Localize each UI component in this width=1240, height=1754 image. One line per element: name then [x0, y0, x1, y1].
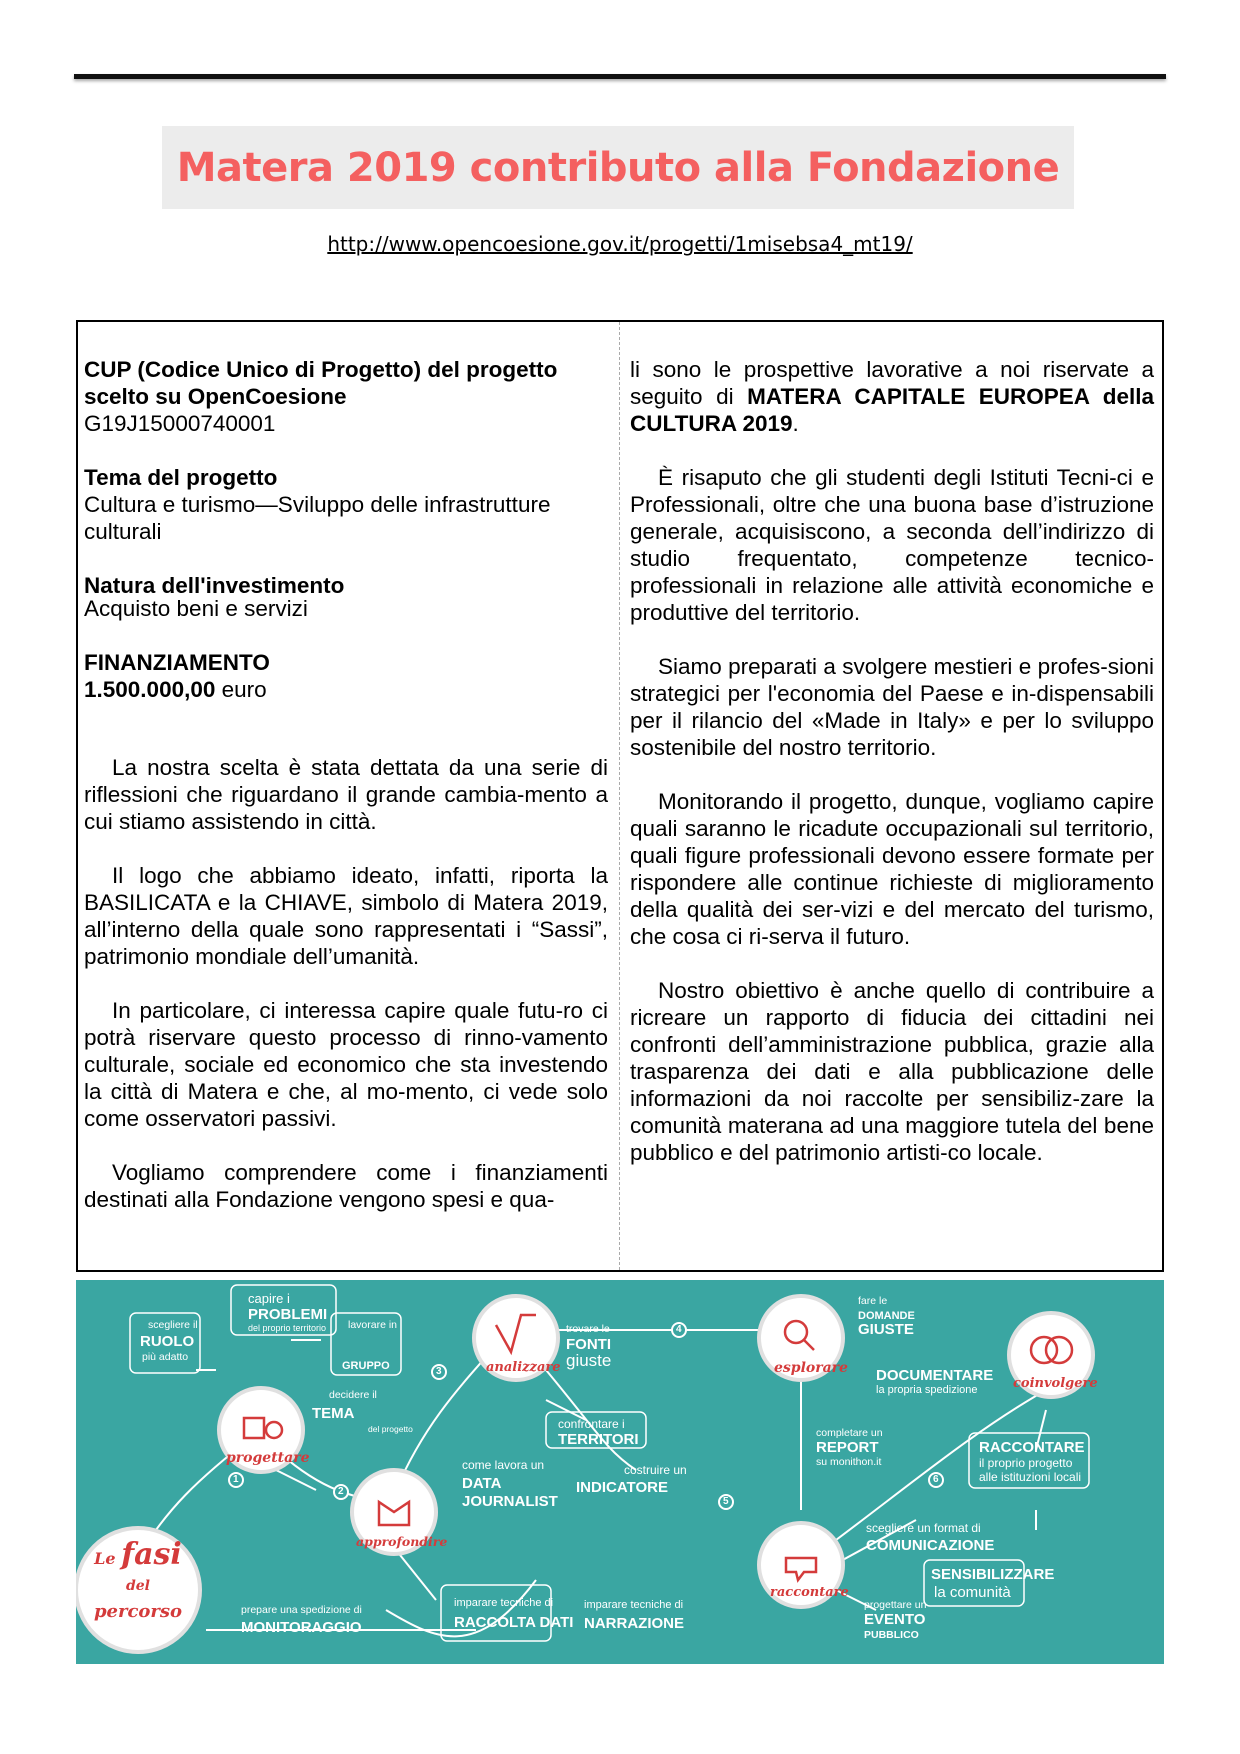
column-divider	[619, 322, 620, 1270]
label-domande: DOMANDE	[858, 1310, 915, 1322]
step-number: 5	[723, 1496, 729, 1507]
cup-label-line-1: CUP (Codice Unico di Progetto) del progetto	[84, 357, 558, 382]
step-number: 4	[676, 1324, 682, 1335]
label-decidere: decidere il	[329, 1389, 377, 1401]
label-territori: TERRITORI	[558, 1431, 639, 1448]
label-raccontare-sub2: alle istituzioni locali	[979, 1470, 1082, 1484]
left-column	[84, 356, 608, 1213]
label-come-lavora: come lavora un	[462, 1458, 545, 1472]
right-column	[630, 356, 1154, 1166]
label-indicatore: INDICATORE	[576, 1479, 668, 1496]
label-confrontare: confrontare i	[558, 1417, 625, 1431]
intro-strong: MATERA CAPITALE EUROPEA della CULTURA 2019	[630, 384, 1154, 436]
label-ruolo: RUOLO	[140, 1333, 195, 1350]
label-giuste: giuste	[566, 1351, 612, 1370]
label-completare: completare un	[816, 1427, 883, 1439]
label-raccontare-sub1: il proprio progetto	[979, 1456, 1073, 1470]
step-number: 1	[233, 1474, 239, 1485]
label-imparare-narrazione: imparare tecniche di	[584, 1599, 684, 1611]
label-pubblico: PUBBLICO	[864, 1629, 919, 1641]
cup-label-line-2: scelto su OpenCoesione	[84, 384, 347, 409]
label-progettare-un: progettare un	[864, 1599, 927, 1611]
top-rule	[74, 74, 1166, 79]
label-la-comunita: la comunità	[934, 1584, 1011, 1601]
title-word-le: Le	[94, 1549, 116, 1568]
title-word-percorso: percorso	[93, 1601, 183, 1622]
label-scegliere: scegliere il	[148, 1319, 198, 1331]
label-lavorare: lavorare in	[348, 1319, 398, 1331]
node-analizzare-label: analizzare	[486, 1360, 561, 1375]
left-paragraph-1: La nostra scelta è stata dettata da una serie di riflessioni che riguardano il grande cambia-mento a cui stiamo assistendo in città.	[84, 755, 608, 834]
page-title: Matera 2019 contributo alla Fondazione	[176, 144, 1060, 191]
tema-value: Cultura e turismo—Sviluppo delle infrastrutture culturali	[84, 492, 551, 544]
source-link[interactable]: http://www.opencoesione.gov.it/progetti/1misebsa4_mt19/	[327, 232, 913, 256]
finanziamento-value	[84, 676, 608, 703]
node-progettare-label: progettare	[226, 1450, 310, 1466]
natura-label: Natura dell'investimento	[84, 573, 345, 598]
right-paragraph-2: Siamo preparati a svolgere mestieri e profes-sioni strategici per l'economia del Paese e in-dispensabili per il rilancio del «Made in Italy» e per lo sviluppo sostenibile del nostro territorio.	[630, 654, 1154, 760]
label-raccontare: RACCONTARE	[979, 1439, 1085, 1456]
natura-value: Acquisto beni e servizi	[84, 596, 308, 621]
label-fare-le: fare le	[858, 1295, 888, 1307]
finanziamento-amount: 1.500.000,00	[84, 677, 216, 702]
intro-end: .	[792, 411, 799, 436]
label-documentare: DOCUMENTARE	[876, 1367, 994, 1384]
right-paragraph-1: È risaputo che gli studenti degli Istituti Tecni-ci e Professionali, oltre che una buona base d’istruzione generale, acquisiscono, a seconda dell’indirizzo di studio frequentato, competenze tecnico-professionali in relazione alle attività economiche e produttive del territorio.	[630, 465, 1154, 625]
infographic-title	[86, 1537, 190, 1625]
label-problemi: PROBLEMI	[248, 1306, 328, 1323]
step-number: 3	[436, 1366, 442, 1377]
label-imparare-raccolta: imparare tecniche di	[454, 1597, 554, 1609]
label-fonti: FONTI	[566, 1336, 611, 1353]
label-report: REPORT	[816, 1439, 879, 1456]
label-evento: EVENTO	[864, 1611, 926, 1628]
label-trovare: trovare le	[566, 1323, 610, 1335]
intro-text: li sono le prospettive lavorative a noi riservate a seguito di	[630, 357, 1154, 409]
step-number: 6	[933, 1474, 939, 1485]
node-coinvolgere-label: coinvolgere	[1013, 1376, 1098, 1391]
label-giuste-caps: GIUSTE	[858, 1321, 914, 1338]
label-tema-sub: del progetto	[368, 1424, 413, 1434]
label-scegliere-format: scegliere un format di	[866, 1521, 981, 1535]
right-paragraph-3: Monitorando il progetto, dunque, vogliamo capire quali saranno le ricadute occupazionali sul territorio, quali figure professionali devono essere formate per rispondere alle continue richieste di miglioramento della qualità dei ser-vizi e del mercato del turismo, che cosa ci ri-serva il futuro.	[630, 789, 1154, 949]
finanziamento-label: FINANZIAMENTO	[84, 650, 270, 675]
right-paragraph-intro	[630, 356, 1154, 437]
title-word-fasi: fasi	[121, 1537, 182, 1572]
label-prepare: prepare una spedizione di	[241, 1604, 362, 1616]
label-costruire: costruire un	[624, 1463, 687, 1477]
label-comunicazione: COMUNICAZIONE	[866, 1537, 995, 1554]
label-problemi-sub: del proprio territorio	[248, 1323, 327, 1333]
label-ruolo-sub: più adatto	[142, 1351, 189, 1363]
label-documentare-sub: la propria spedizione	[876, 1384, 978, 1396]
box-raccolta	[441, 1585, 554, 1641]
node-raccontare-label: raccontare	[770, 1585, 849, 1600]
cup-value: G19J15000740001	[84, 411, 276, 436]
label-monitoraggio: MONITORAGGIO	[241, 1619, 362, 1636]
step-number: 2	[338, 1486, 344, 1497]
article-box	[76, 320, 1164, 1272]
label-capire: capire i	[248, 1291, 290, 1306]
path-segment	[396, 1550, 436, 1600]
cup-label	[84, 356, 608, 410]
process-infographic	[76, 1280, 1164, 1664]
finanziamento-unit: euro	[215, 677, 267, 702]
right-paragraph-4: Nostro obiettivo è anche quello di contribuire a ricreare un rapporto di fiducia dei cittadini nei confronti dell’amministrazione pubblica, grazie alla trasparenza dei dati e alla pubblicazione delle informazioni da noi raccolte per sensibiliz-zare la comunità materana ad una maggiore tutela del bene pubblico e del patrimonio artisti-co locale.	[630, 978, 1154, 1165]
label-narrazione: NARRAZIONE	[584, 1615, 684, 1632]
label-sensibilizzare: SENSIBILIZZARE	[931, 1566, 1055, 1583]
title-word-del: del	[125, 1578, 150, 1594]
label-raccolta-dati: RACCOLTA DATI	[454, 1614, 574, 1631]
tema-label: Tema del progetto	[84, 465, 278, 490]
left-paragraph-3: In particolare, ci interessa capire quale futu-ro ci potrà riservare questo processo di rinno-vamento culturale, sociale ed economico che sta investendo la città di Matera e che, al mo-mento, ci vede solo come osservatori passivi.	[84, 998, 608, 1131]
title-band	[162, 126, 1074, 209]
label-data: DATA	[462, 1475, 502, 1492]
node-esplorare-label: esplorare	[774, 1360, 848, 1376]
label-tema: TEMA	[312, 1405, 355, 1422]
node-approfondire-label: approfondire	[356, 1534, 448, 1549]
left-paragraph-4: Vogliamo comprendere come i finanziamenti destinati alla Fondazione vengono spesi e qua-	[84, 1160, 608, 1212]
label-journalist: JOURNALIST	[462, 1493, 558, 1510]
left-paragraph-2: Il logo che abbiamo ideato, infatti, riporta la BASILICATA e la CHIAVE, simbolo di Matera 2019, all’interno della quale sono rappresentati i “Sassi”, patrimonio mondiale dell’umanità.	[84, 863, 608, 969]
label-report-sub: su monithon.it	[816, 1456, 882, 1468]
label-gruppo: GRUPPO	[342, 1360, 390, 1372]
